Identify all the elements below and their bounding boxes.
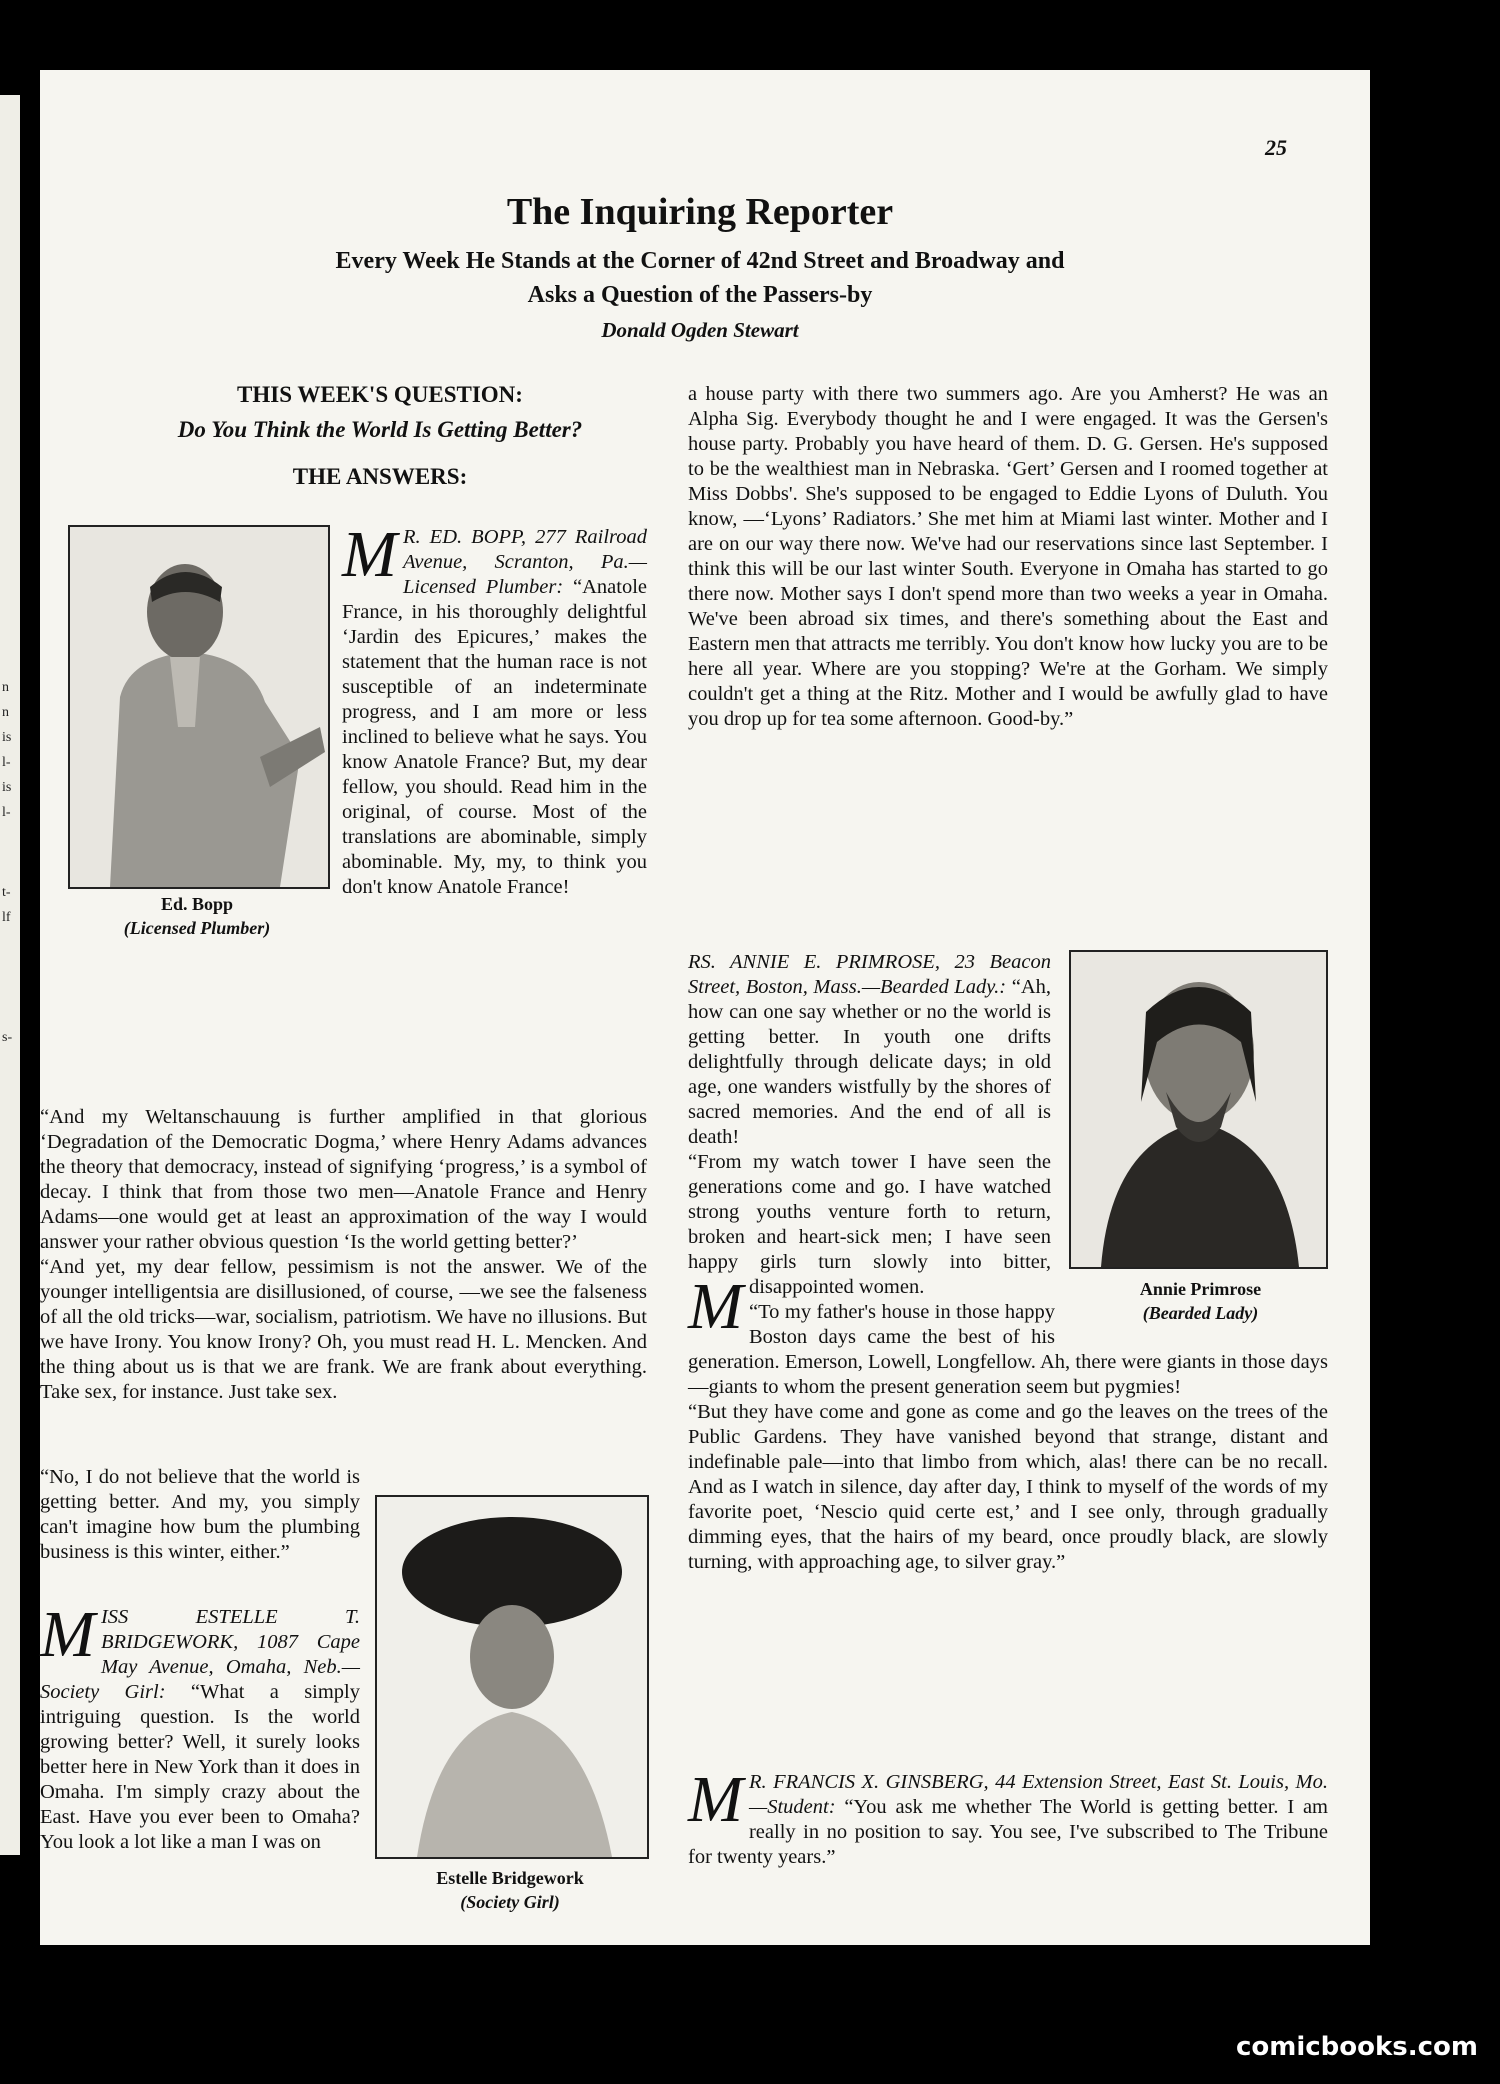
caption-ed-bopp [68,892,326,940]
page-number: 25 [1265,135,1287,160]
caption-role: (Licensed Plumber) [123,918,271,938]
interview-paragraph: a house party with there two summers ago. Are you Amherst? He was an Alpha Sig. Everybody thought he and I were engaged. It was the Gersen's house party. Probably you have heard of them. D. G. Gersen. He's supposed to be the wealthiest man in Nebraska. ‘Gert’ Gersen and I roomed together at Miss Dobbs'. She's supposed to be engaged to Eddie Lyons of Duluth. You know, —‘Lyons’ Radiators.’ She met him at Miami last winter. Mother and I are on our way there now. We've had our reservations since last September. I think this will be our last winter South. Everyone in Omaha has started to go there now. Mother says I don't spend more than two weeks a year in Omaha. We've been abroad six times, and there's something about the East and Eastern men that attracts me terribly. You don't know how lucky you are to be here all year. Where are you stopping? We're at the Gorham. We simply couldn't get a thing at the Ritz. Mother and I would be awfully glad to have you drop up for tea some afternoon. Good-by.” [688,383,1328,730]
caption-role: (Society Girl) [460,1892,560,1912]
interview-paragraph: “Anatole France, in his thoroughly delightful ‘Jardin des Epicures,’ makes the statement that the human race is not susceptible of an indeterminate progress, and I am more or less inclined to believe what he says. You know Anatole France? But, my dear fellow, you should. Read him in the original, of course. Most of the translations are abominable, simply abominable. My, my, to think you don't know Anatole France! [342,576,647,898]
photo-estelle-bridgework [375,1495,649,1859]
facing-page-fragment: n [2,680,9,695]
article-title: The Inquiring Reporter [506,191,894,233]
question-heading: THIS WEEK'S QUESTION: [237,382,523,407]
interview-lead: ISS ESTELLE T. BRIDGEWORK, 1087 Cape May Avenue, Omaha, Neb.—Society Girl: [40,1606,360,1703]
question-text: Do You Think the World Is Getting Better? [177,417,583,442]
interview-paragraph: “From my watch tower I have seen the generations come and go. I have watched strong youths venture forth to return, broken and heart-sick men; I have seen happy girls turn slowly into bitter, disappointed women. [688,1151,1051,1298]
interview-bridgework-continued [688,382,1328,732]
interview-lead: RS. ANNIE E. PRIMROSE, 23 Beacon Street, Boston, Mass.—Bearded Lady.: [688,951,1051,998]
facing-page-edge [0,95,20,1855]
magazine-page [40,70,1370,1945]
caption-role: (Bearded Lady) [1142,1303,1259,1323]
dropcap-ginsberg: M [688,1763,743,1836]
portrait-man-illustration [70,527,328,887]
answers-heading: THE ANSWERS: [292,464,468,489]
interview-paragraph: “To my father's house in those happy Boston days came the best of his generation. Emerson, Lowell, Longfellow. Ah, there were giants in those days—giants to whom the present generation seem but pygmies! [688,1301,1328,1398]
caption-estelle-bridgework [375,1866,645,1914]
interview-paragraph: “No, I do not believe that the world is getting better. And my, you simply can't imagine how bum the plumbing business is this winter, either.” [40,1466,360,1563]
interview-bridgework-intro [40,1598,361,1855]
interview-paragraph: “But they have come and gone as come and go the leaves on the trees of the Public Gardens. They have vanished beyond that strange, distant and indefinable pale—into that limbo from which, alas! there can be no recall. And as I watch in silence, day after day, I think to myself of the words of my favorite poet, ‘Nescio quid certe est,’ and I see only, through gradually dimming eyes, that the hairs of my beard, once proudly black, are slowly turning, with approaching age, to silver gray.” [688,1401,1328,1573]
article-subtitle-line-2: Asks a Question of the Passers-by [527,282,873,308]
dropcap-bopp: M [342,518,397,591]
facing-page-fragment: l- [2,805,11,820]
interview-lead: R. FRANCIS X. GINSBERG, 44 Extension Street, East St. Louis, Mo.—Student: [748,1771,1328,1818]
byline: Donald Ogden Stewart [601,318,799,342]
caption-name: Annie Primrose [1139,1279,1262,1299]
interview-bopp-continued [40,1105,647,1405]
interview-ginsberg [688,1763,1329,1870]
interview-primrose [688,950,1328,1575]
interview-bopp-closing [40,1465,360,1565]
watermark: comicbooks.com [1235,2032,1478,2062]
facing-page-fragment: is [2,730,12,745]
facing-page-fragment: lf [2,910,11,925]
facing-page-fragment: is [2,780,12,795]
interview-bopp-intro [342,518,647,900]
caption-name: Estelle Bridgework [436,1868,584,1888]
interview-paragraph: “Ah, how can one say whether or no the world is getting better. In youth one drifts delightfully through delicate days; in old age, one wanders wistfully by the shores of sacred memories. And the end of all is death! [688,976,1051,1148]
caption-annie-primrose [1073,1277,1328,1325]
facing-page-fragment: l- [2,755,11,770]
photo-annie-primrose [1069,950,1328,1269]
interview-paragraph: “You ask me whether The World is getting better. I am really in no position to say. You see, I've subscribed to The Tribune for twenty years.” [688,1796,1329,1868]
interview-paragraph: “And my Weltanschauung is further amplified in that glorious ‘Degradation of the Democratic Dogma,’ where Henry Adams advances the theory that democracy, instead of signifying ‘progress,’ is a symbol of decay. I think that from those two men—Anatole France and Henry Adams—one would get at least an approximation of the way I would answer your rather obvious question ‘Is the world getting better?’ [40,1106,647,1253]
interview-lead: R. ED. BOPP, 277 Railroad Avenue, Scranton, Pa.—Licensed Plumber: [402,526,647,598]
facing-page-fragment: n [2,705,9,720]
dropcap-bridgework: M [40,1598,95,1671]
facing-page-fragment: t- [2,885,11,900]
dropcap-primrose: M [688,1270,743,1343]
portrait-bearded-lady-illustration [1071,952,1326,1267]
facing-page-fragment: s- [2,1030,13,1045]
photo-ed-bopp [68,525,330,889]
interview-paragraph: “And yet, my dear fellow, pessimism is not the answer. We of the younger intelligentsia are disillusioned, of course, —we see the falseness of all the old tricks—war, socialism, patriotism. We have no illusions. But we have Irony. You know Irony? Oh, you must read H. L. Mencken. And the thing about us is that we are frank. We are frank about everything. Take sex, for instance. Just take sex. [40,1256,647,1403]
article-subtitle-line-1: Every Week He Stands at the Corner of 42nd Street and Broadway and [335,248,1065,274]
caption-name: Ed. Bopp [160,894,234,914]
interview-paragraph: “What a simply intriguing question. Is the world growing better? Well, it surely looks better here in New York than it does in Omaha. I'm simply crazy about the East. Have you ever been to Omaha? You look a lot like a man I was on [40,1681,361,1853]
portrait-woman-hat-illustration [377,1497,647,1857]
